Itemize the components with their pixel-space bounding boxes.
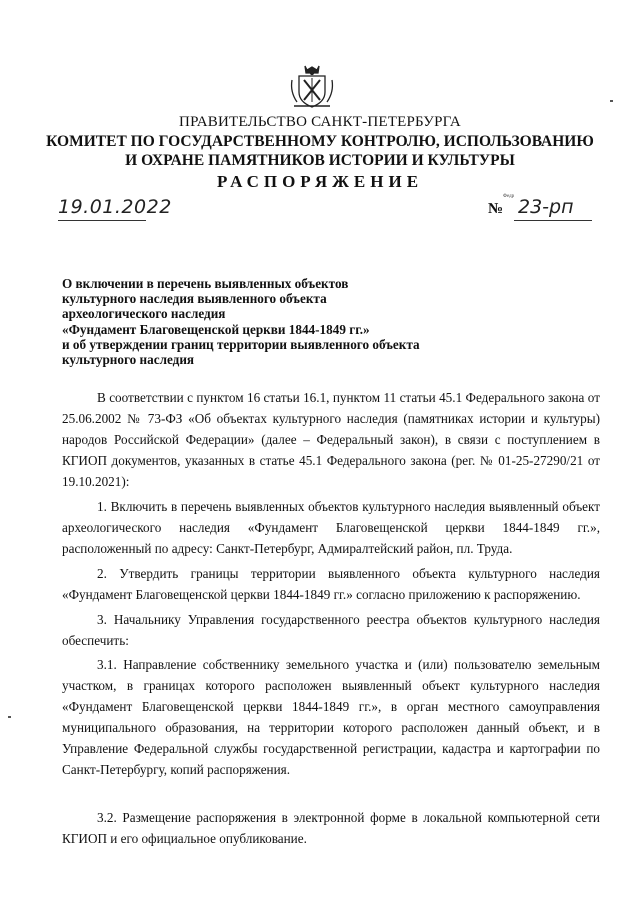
scan-mark: [8, 716, 11, 718]
clause-2: [62, 563, 600, 605]
paragraph-text: 3.2. Размещение распоряжения в электронной форме в локальной компьютерной сети КГИОП и его официальное опубликование.: [62, 810, 600, 847]
number-sign: №: [488, 201, 504, 217]
subject-line: культурного наследия выявленного объекта: [62, 291, 327, 307]
committee-title-line2: И ОХРАНЕ ПАМЯТНИКОВ ИСТОРИИ И КУЛЬТУРЫ: [125, 152, 515, 169]
paragraph-text: 3. Начальнику Управления государственного реестра объектов культурного наследия обеспечить:: [62, 612, 600, 649]
subject-line: культурного наследия: [62, 352, 195, 368]
small-note: Федр: [503, 194, 515, 199]
document-type: РАСПОРЯЖЕНИЕ: [216, 172, 424, 191]
preamble-paragraph: [62, 387, 600, 492]
coat-of-arms-emblem: [287, 62, 337, 112]
subject-line: О включении в перечень выявленных объектов: [62, 276, 349, 291]
paragraph-text: 1. Включить в перечень выявленных объектов культурного наследия выявленный объект археологического наследия «Фундамент Благовещенской церкви 1844-1849 гг.», расположенный по адресу: Санкт-Петербург, Адмиралтейский район, пл. Труда.: [62, 499, 600, 557]
clause-3: [62, 609, 600, 651]
paragraph-text: 2. Утвердить границы территории выявленного объекта культурного наследия «Фундамент Благовещенской церкви 1844-1849 гг.» согласно приложению к распоряжению.: [62, 566, 600, 603]
subject-line: археологического наследия: [62, 306, 226, 322]
subject-line: «Фундамент Благовещенской церкви 1844-1849 гг.»: [62, 321, 370, 337]
subject-line: и об утверждении границ территории выявленного объекта: [62, 336, 420, 352]
clause-1: [62, 496, 600, 559]
committee-title-line1: КОМИТЕТ ПО ГОСУДАРСТВЕННОМУ КОНТРОЛЮ, ИСПОЛЬЗОВАНИЮ: [46, 133, 594, 150]
handwritten-date: 19.01.2022: [58, 196, 172, 218]
clause-3-2: [62, 807, 600, 849]
number-underline: [514, 220, 592, 221]
paragraph-text: В соответствии с пунктом 16 статьи 16.1, пунктом 11 статьи 45.1 Федерального закона от 25.06.2002 № 73-ФЗ «Об объектах культурного наследия (памятниках истории и культуры) народов Российской Федерации» (далее – Федеральный закон), в связи с поступлением в КГИОП документов, указанных в статье 45.1 Федерального закона (рег. № 01-25-27290/21 от 19.10.2021):: [62, 390, 600, 490]
government-title: ПРАВИТЕЛЬСТВО САНКТ-ПЕТЕРБУРГА: [179, 114, 461, 130]
handwritten-number: 23-рп: [518, 196, 574, 218]
clause-3-1: [62, 654, 600, 781]
date-underline: [58, 220, 146, 221]
paragraph-text: 3.1. Направление собственнику земельного участка и (или) пользователю земельным участком, в границах которого расположен выявленный объект культурного наследия «Фундамент Благовещенской церкви 1844-1849 гг.», в орган местного самоуправления муниципального образования, на территории которого расположен данный объект, и в Управление Федеральной службы государственной регистрации, кадастра и картографии по Санкт-Петербургу, копий распоряжения.: [62, 657, 600, 778]
document-subject: [62, 276, 420, 367]
scan-mark: [610, 100, 613, 102]
